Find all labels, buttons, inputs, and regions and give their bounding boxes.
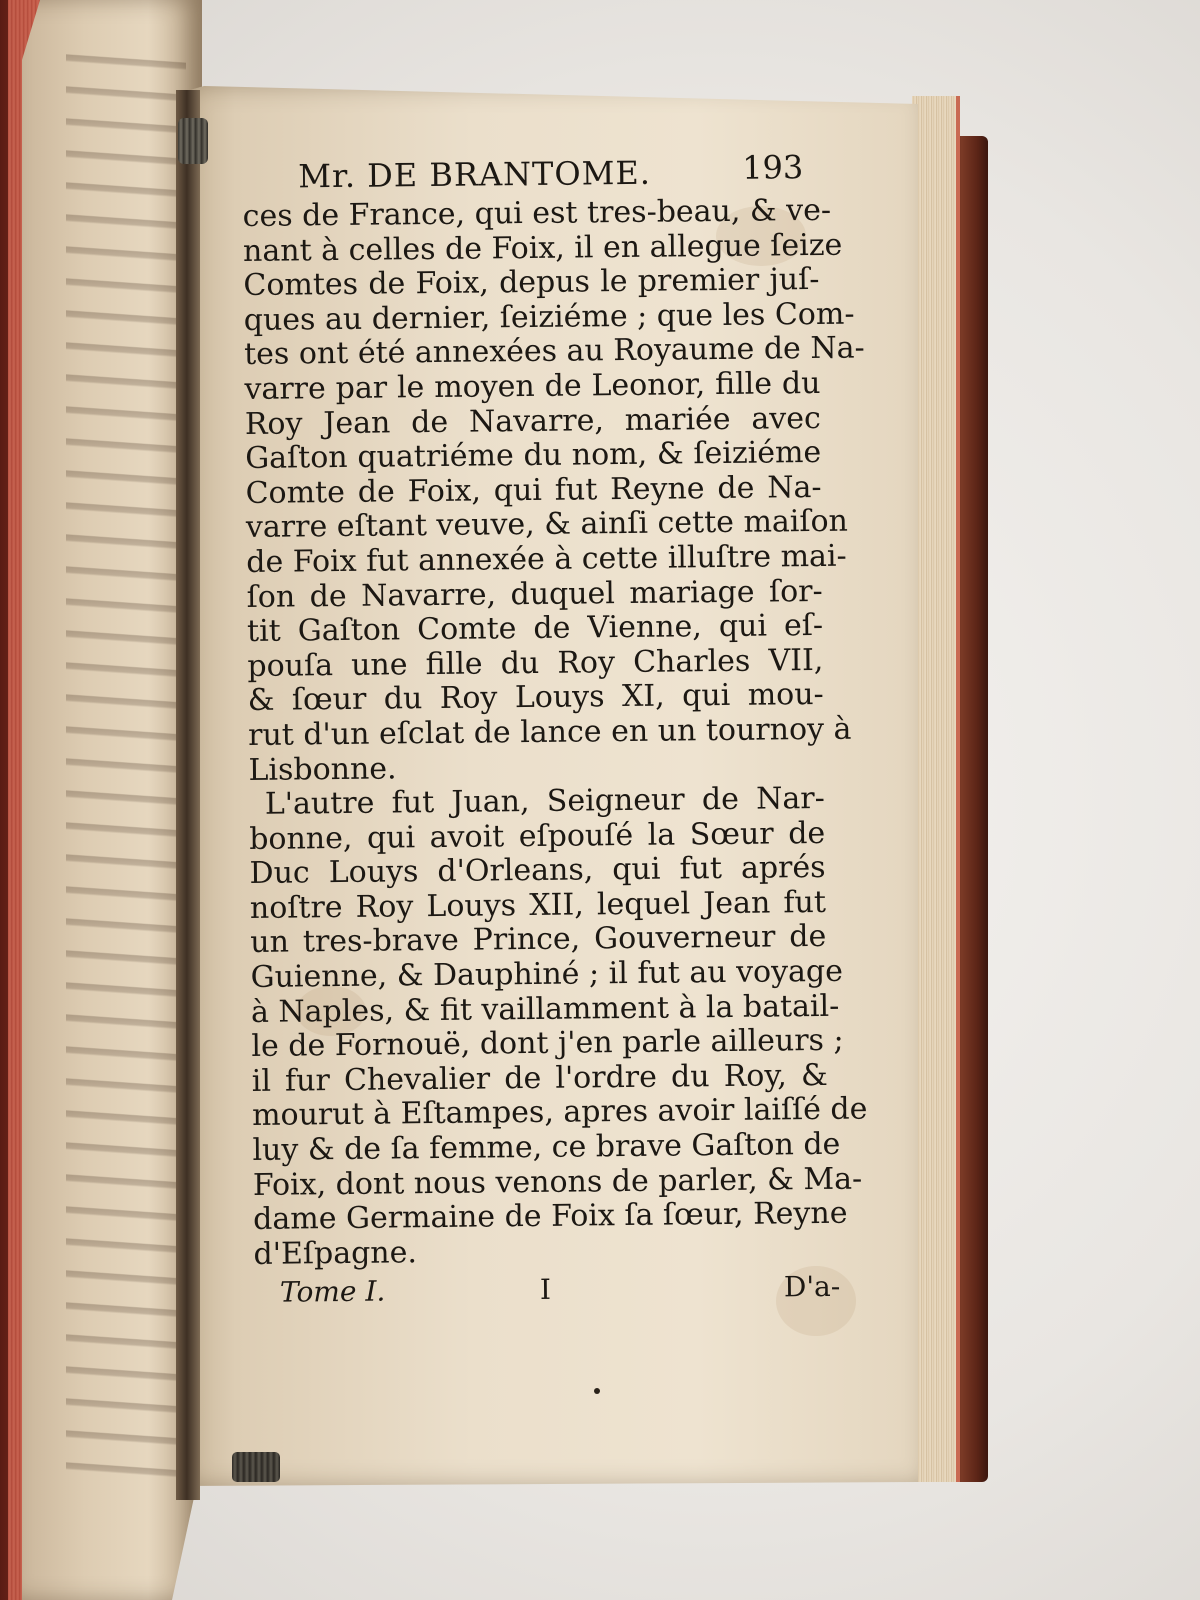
body-text <box>242 192 868 1273</box>
text-line: noſtre Roy Louys XII, lequel Jean fut <box>249 884 827 926</box>
catchword: D'a- <box>783 1270 841 1304</box>
text-line: dame Germaine de Foix ſa ſœur, Reyne <box>253 1195 848 1238</box>
book-gutter <box>176 90 200 1500</box>
text-line: il fur Chevalier de l'ordre du Roy, & <box>251 1057 828 1099</box>
text-line: & ſœur du Roy Louys XI, qui mou- <box>247 677 824 719</box>
text-line: Comte de Foix, qui fut Reyne de Na- <box>245 469 822 511</box>
page-number: 193 <box>742 148 804 187</box>
text-line: le de Fornouë, dont j'en parle ailleurs ; <box>251 1022 844 1065</box>
text-line: ces de France, qui est tres-beau, & ve- <box>242 192 832 234</box>
text-line: tes ont été annexées au Royaume de Na- <box>243 330 865 373</box>
text-line: ques au dernier, ſeiziéme ; que les Com- <box>243 296 855 338</box>
text-line: L'autre fut Juan, Seigneur de Nar- <box>264 781 826 822</box>
text-line: nant à celles de Foix, il en allegue ſeize <box>242 227 843 269</box>
volume-signature-label: Tome I. <box>279 1274 386 1310</box>
left-facing-page <box>22 0 202 1600</box>
text-line: d'Eſpagne. <box>253 1235 418 1272</box>
text-line: de Foix fut annexée à cette illuſtre mai- <box>246 538 847 580</box>
text-line: luy & de ſa femme, ce brave Gaſton de <box>252 1126 841 1168</box>
text-line: bonne, qui avoit eſpouſé la Sœur de <box>249 815 826 857</box>
text-line: Roy Jean de Navarre, mariée avec <box>244 400 822 442</box>
text-line: rut d'un eſclat de lance en un tournoy à <box>247 711 852 753</box>
running-head <box>242 144 842 200</box>
text-line: Comtes de Foix, depus le premier juſ- <box>243 262 820 304</box>
headband <box>178 118 208 164</box>
printer-dot <box>594 1388 600 1394</box>
text-line: pouſa une fille du Roy Charles VII, <box>247 642 824 684</box>
text-line: un tres-brave Prince, Gouverneur de <box>250 919 827 961</box>
text-line: Lisbonne. <box>248 750 397 788</box>
text-line: à Naples, & fit vaillamment à la batail- <box>250 988 840 1030</box>
text-line: Guienne, & Dauphiné ; il fut au voyage <box>250 953 844 996</box>
text-line: Foix, dont nous venons de parler, & Ma- <box>252 1161 863 1203</box>
page-block-edges <box>912 96 960 1482</box>
text-line: mourut à Eſtampes, apres avoir laiſſé de <box>251 1091 868 1134</box>
text-line: varre par le moyen de Leonor, fille du <box>244 365 821 407</box>
text-line: tit Gaſton Comte de Vienne, qui eſ- <box>246 608 824 650</box>
text-line: Gaſton quatriéme du nom, & ſeiziéme <box>245 435 822 477</box>
text-line: Duc Louys d'Orleans, qui fut aprés <box>249 850 826 892</box>
left-page-foreshortened-text <box>66 36 186 1484</box>
page-text-block <box>242 144 868 1317</box>
text-line: ſon de Navarre, duquel mariage ſor- <box>246 573 823 615</box>
page-footer <box>254 1270 854 1316</box>
tailband <box>232 1452 280 1482</box>
text-line: varre eſtant veuve, & ainſi cette maiſon <box>245 504 849 546</box>
running-title: Mr. DE BRANTOME. <box>298 153 652 196</box>
signature-mark: I <box>539 1273 552 1307</box>
